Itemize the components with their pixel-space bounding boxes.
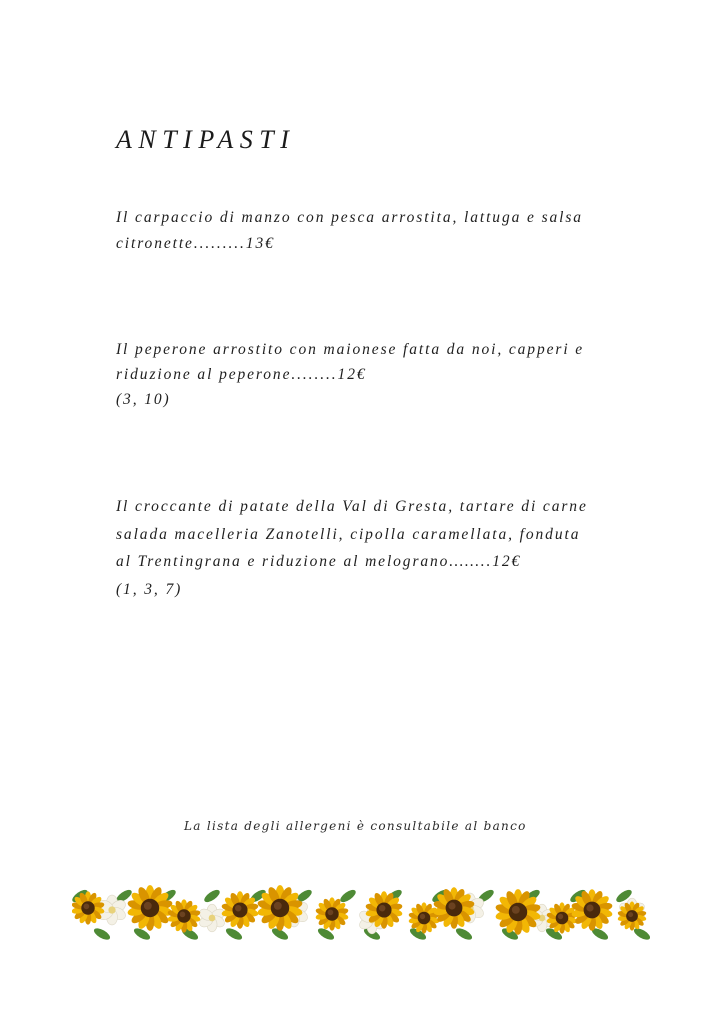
- leaf-icon: [92, 926, 112, 942]
- sunflower-icon: [315, 897, 349, 930]
- leaf-icon: [632, 926, 650, 942]
- white-flower-icon: [198, 904, 227, 932]
- garland-sunflowers: [72, 885, 647, 935]
- dish-item: [116, 205, 596, 257]
- dish-price: .........13€: [193, 235, 275, 252]
- dish-allergens: (3, 10): [116, 391, 171, 408]
- dish-price: ……..12€: [449, 553, 522, 570]
- dish-description: Il peperone arrostito con maionese fatta da noi, capperi e riduzione al peperone: [116, 341, 585, 383]
- sunflower-garland-icon: [72, 878, 650, 952]
- sunflower-icon: [127, 885, 174, 931]
- dish-description: Il carpaccio di manzo con pesca arrostita, lattuga e salsa citronette: [116, 209, 583, 252]
- leaf-icon: [454, 926, 474, 942]
- dish-description: Il croccante di patate della Val di Gresta, tartare di carne salada macelleria Zanotelli, cipolla caramellata, fonduta al Trentingrana e riduzione al melograno: [116, 498, 588, 570]
- dish-item: [116, 337, 596, 412]
- dish-item: [116, 493, 596, 603]
- leaf-icon: [202, 888, 221, 905]
- section-title: ANTIPASTI: [116, 125, 296, 154]
- leaf-icon: [338, 888, 357, 905]
- dish-allergens: (1, 3, 7): [116, 580, 183, 598]
- allergen-note: La lista degli allergeni è consultabile al banco: [184, 819, 527, 833]
- dish-price: ........12€: [291, 366, 367, 383]
